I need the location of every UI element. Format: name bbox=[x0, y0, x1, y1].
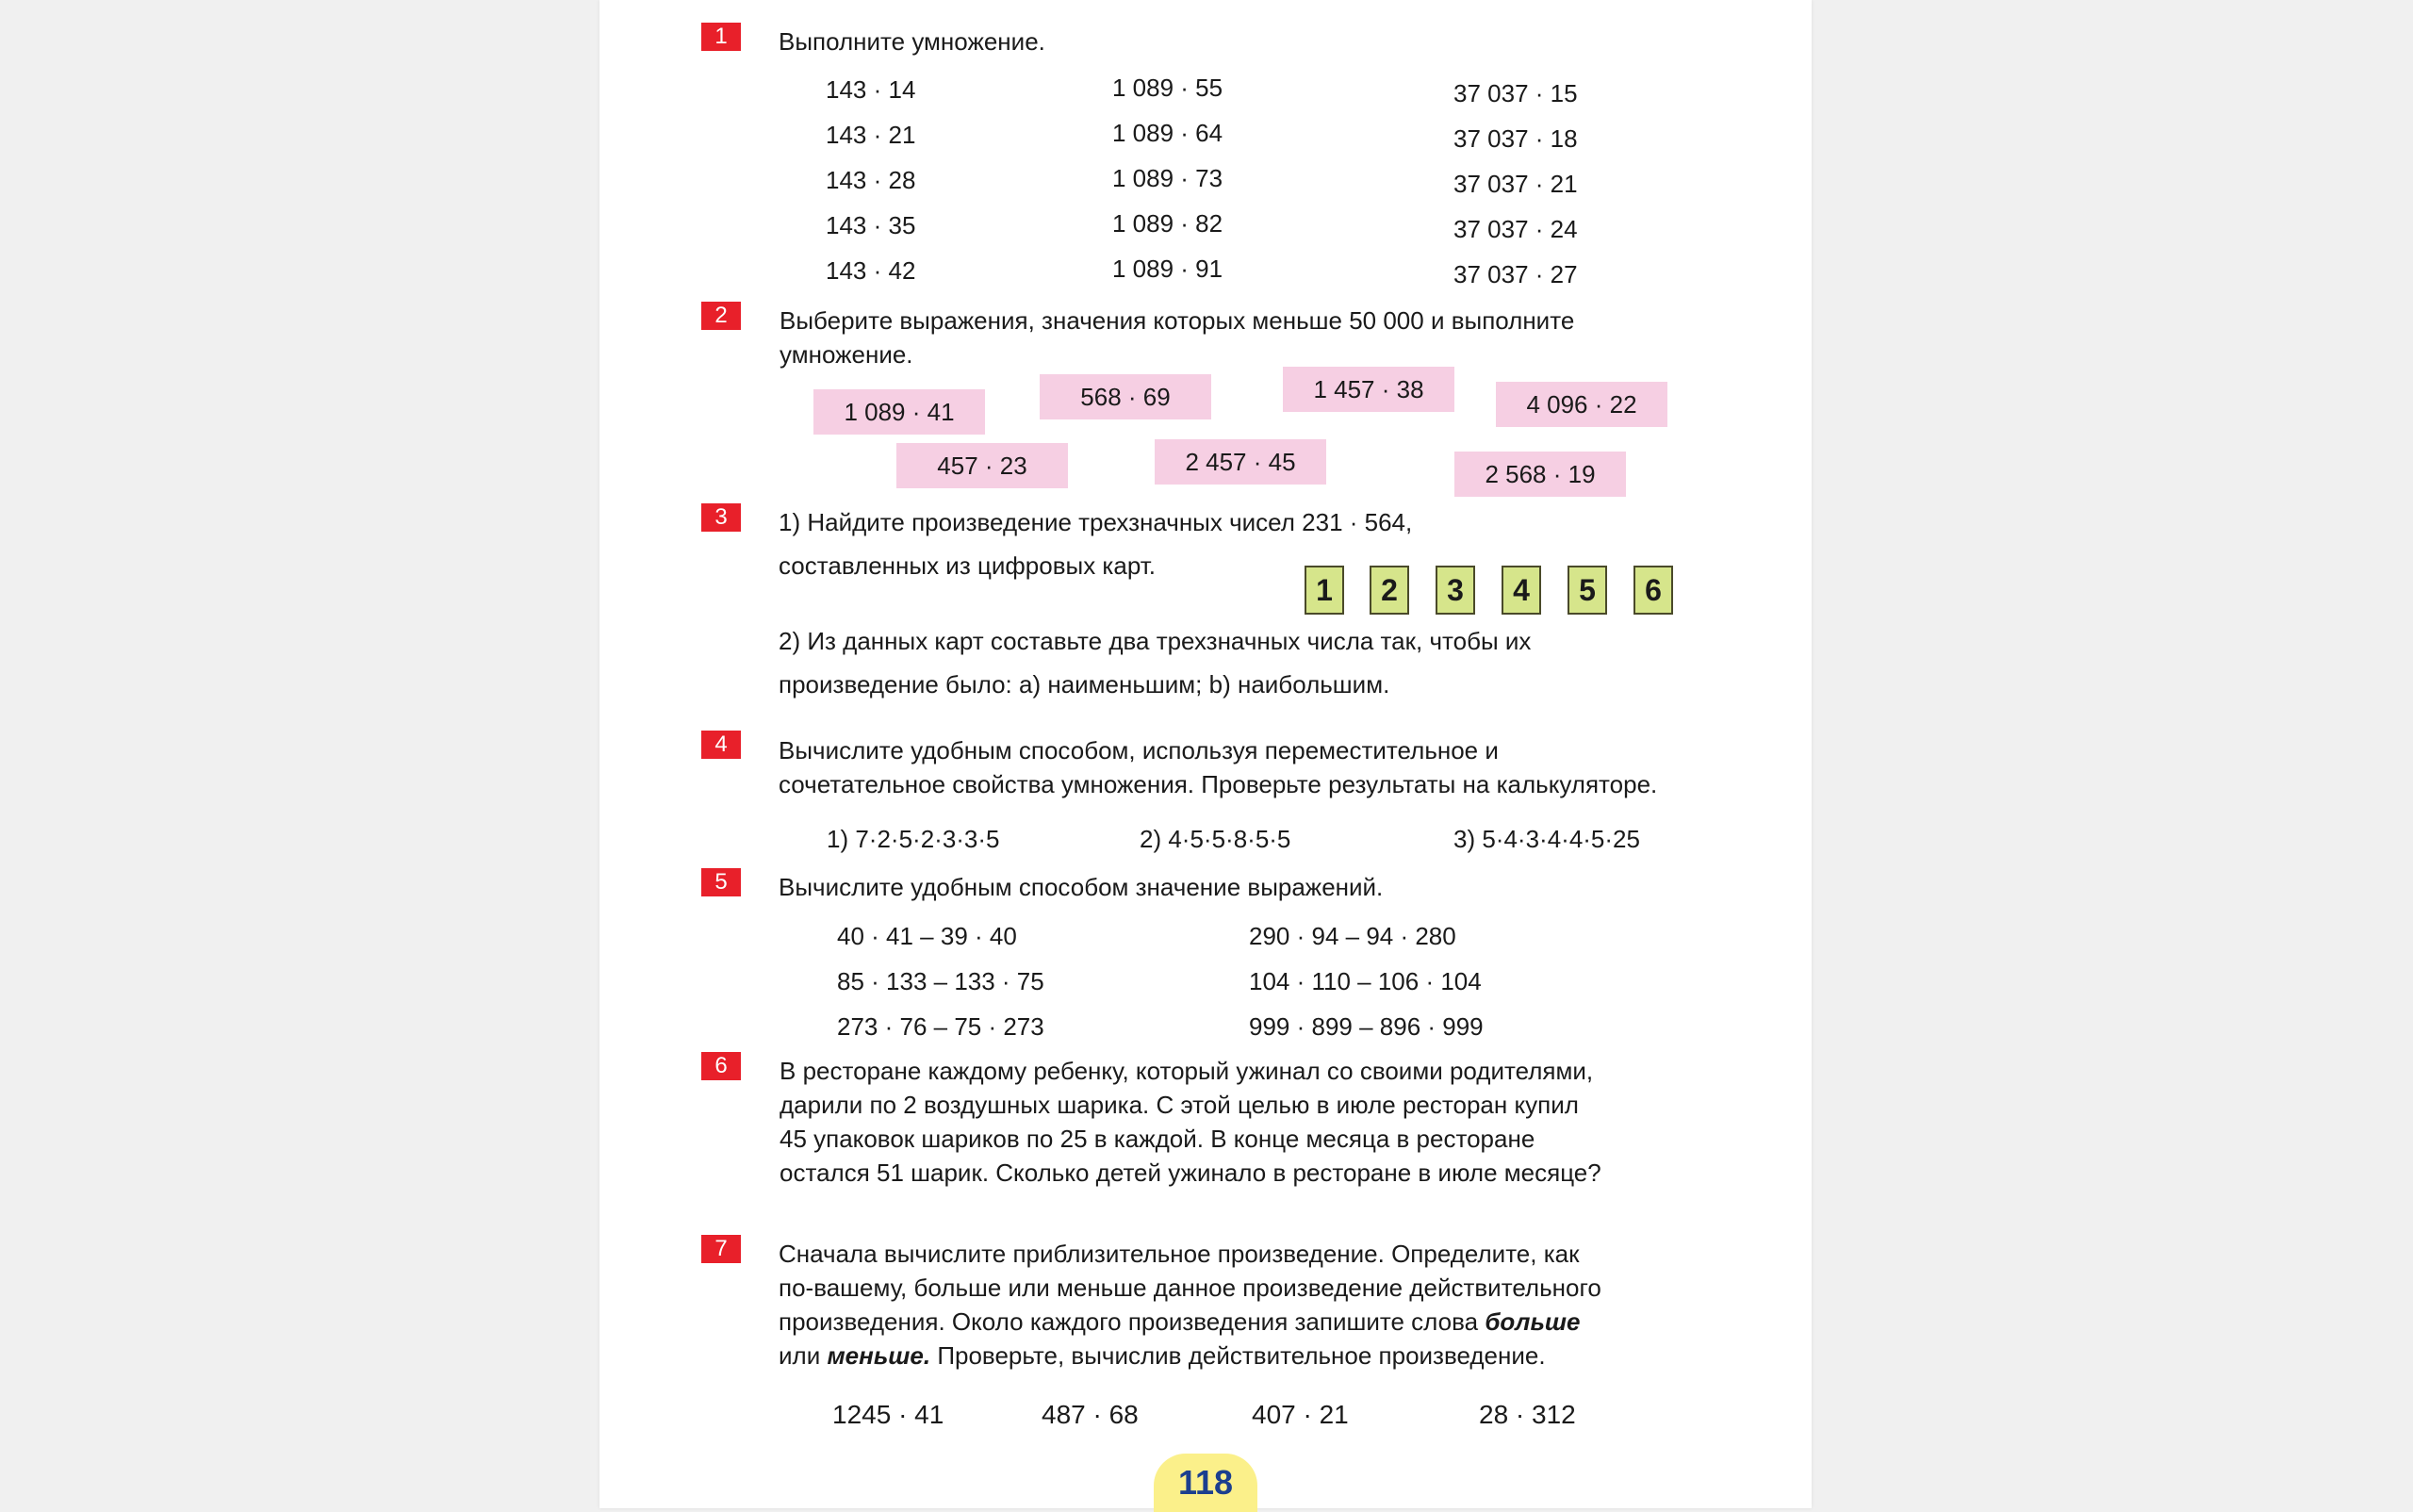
task-6-number: 6 bbox=[701, 1052, 741, 1080]
task-3-text: составленных из цифровых карт. bbox=[779, 551, 1156, 580]
task-1-number: 1 bbox=[701, 23, 741, 51]
digit-card: 1 bbox=[1305, 566, 1344, 615]
task-1-text: Выполните умножение. bbox=[779, 27, 1045, 56]
task-1-expr: 1 089 · 73 bbox=[1112, 164, 1223, 192]
digit-card: 5 bbox=[1568, 566, 1607, 615]
task-1-expr: 143 · 14 bbox=[826, 75, 916, 104]
emphasis-word: меньше. bbox=[827, 1341, 931, 1370]
emphasis-word: больше bbox=[1485, 1307, 1581, 1336]
expression-box: 2 568 · 19 bbox=[1454, 452, 1626, 497]
expression-box: 4 096 · 22 bbox=[1496, 382, 1667, 427]
task-5-expr: 290 · 94 – 94 · 280 bbox=[1249, 922, 1456, 950]
task-7-text bbox=[779, 1305, 1580, 1339]
task-7-expr: 407 · 21 bbox=[1252, 1400, 1349, 1429]
task-1-expr: 37 037 · 15 bbox=[1453, 79, 1578, 107]
task-7-text bbox=[779, 1339, 1546, 1372]
task-1-expr: 143 · 21 bbox=[826, 121, 916, 149]
task-5-expr: 40 · 41 – 39 · 40 bbox=[837, 922, 1017, 950]
task-6-text: остался 51 шарик. Сколько детей ужинало в ресторане в июле месяце? bbox=[780, 1159, 1601, 1187]
task-5-expr: 85 · 133 – 133 · 75 bbox=[837, 967, 1044, 995]
task-7-text: Сначала вычислите приблизительное произведение. Определите, как bbox=[779, 1240, 1580, 1268]
task-1-expr: 1 089 · 64 bbox=[1112, 119, 1223, 147]
task-1-expr: 37 037 · 24 bbox=[1453, 215, 1578, 243]
task-7-text-part: Проверьте, вычислив действительное произведение. bbox=[930, 1341, 1546, 1370]
expression-box: 1 089 · 41 bbox=[813, 389, 985, 435]
digit-card: 2 bbox=[1370, 566, 1409, 615]
digit-card: 4 bbox=[1502, 566, 1541, 615]
task-6-text: дарили по 2 воздушных шарика. С этой целью в июле ресторан купил bbox=[780, 1091, 1579, 1119]
task-4-expr: 3) 5·4·3·4·4·5·25 bbox=[1453, 825, 1640, 853]
expression-box: 457 · 23 bbox=[896, 443, 1068, 488]
task-5-number: 5 bbox=[701, 868, 741, 896]
task-1-expr: 143 · 42 bbox=[826, 256, 916, 285]
task-1-expr: 1 089 · 55 bbox=[1112, 74, 1223, 102]
task-1-expr: 143 · 35 bbox=[826, 211, 916, 239]
task-3-number: 3 bbox=[701, 503, 741, 532]
task-7-expr: 28 · 312 bbox=[1479, 1400, 1576, 1429]
task-4-text: Вычислите удобным способом, используя переместительное и bbox=[779, 736, 1499, 764]
task-5-expr: 273 · 76 – 75 · 273 bbox=[837, 1012, 1044, 1041]
task-3-text: 2) Из данных карт составьте два трехзначных числа так, чтобы их bbox=[779, 627, 1532, 655]
expression-box: 568 · 69 bbox=[1040, 374, 1211, 419]
task-6-text: 45 упаковок шариков по 25 в каждой. В конце месяца в ресторане bbox=[780, 1125, 1535, 1153]
task-7-text-part: произведения. Около каждого произведения запишите слова bbox=[779, 1307, 1486, 1336]
task-2-text: Выберите выражения, значения которых меньше 50 000 и выполните bbox=[780, 306, 1575, 335]
textbook-page bbox=[599, 0, 1812, 1508]
task-7-text-part: или bbox=[779, 1341, 828, 1370]
task-7-expr: 1245 · 41 bbox=[832, 1400, 944, 1429]
digit-card: 3 bbox=[1436, 566, 1475, 615]
task-3-text: 1) Найдите произведение трехзначных чисел 231 · 564, bbox=[779, 508, 1413, 536]
digit-card: 6 bbox=[1633, 566, 1673, 615]
task-4-number: 4 bbox=[701, 731, 741, 759]
task-4-expr: 1) 7·2·5·2·3·3·5 bbox=[827, 825, 1000, 853]
task-5-expr: 104 · 110 – 106 · 104 bbox=[1249, 967, 1482, 995]
task-1-expr: 37 037 · 18 bbox=[1453, 124, 1578, 153]
task-6-text: В ресторане каждому ребенку, который ужинал со своими родителями, bbox=[780, 1057, 1594, 1085]
expression-box: 2 457 · 45 bbox=[1155, 439, 1326, 485]
task-4-expr: 2) 4·5·5·8·5·5 bbox=[1140, 825, 1291, 853]
task-1-expr: 37 037 · 27 bbox=[1453, 260, 1578, 288]
task-7-number: 7 bbox=[701, 1235, 741, 1263]
task-7-expr: 487 · 68 bbox=[1042, 1400, 1139, 1429]
page-number: 118 bbox=[1154, 1454, 1257, 1512]
task-3-text: произведение было: a) наименьшим; b) наибольшим. bbox=[779, 670, 1390, 698]
task-1-expr: 37 037 · 21 bbox=[1453, 170, 1578, 198]
task-2-number: 2 bbox=[701, 302, 741, 330]
task-5-text: Вычислите удобным способом значение выражений. bbox=[779, 873, 1384, 901]
task-7-text: по-вашему, больше или меньше данное произведение действительного bbox=[779, 1274, 1601, 1302]
task-1-expr: 1 089 · 91 bbox=[1112, 255, 1223, 283]
expression-box: 1 457 · 38 bbox=[1283, 367, 1454, 412]
task-1-expr: 1 089 · 82 bbox=[1112, 209, 1223, 238]
task-2-text: умножение. bbox=[780, 340, 913, 369]
task-5-expr: 999 · 899 – 896 · 999 bbox=[1249, 1012, 1484, 1041]
task-4-text: сочетательное свойства умножения. Проверьте результаты на калькуляторе. bbox=[779, 770, 1658, 798]
task-1-expr: 143 · 28 bbox=[826, 166, 916, 194]
